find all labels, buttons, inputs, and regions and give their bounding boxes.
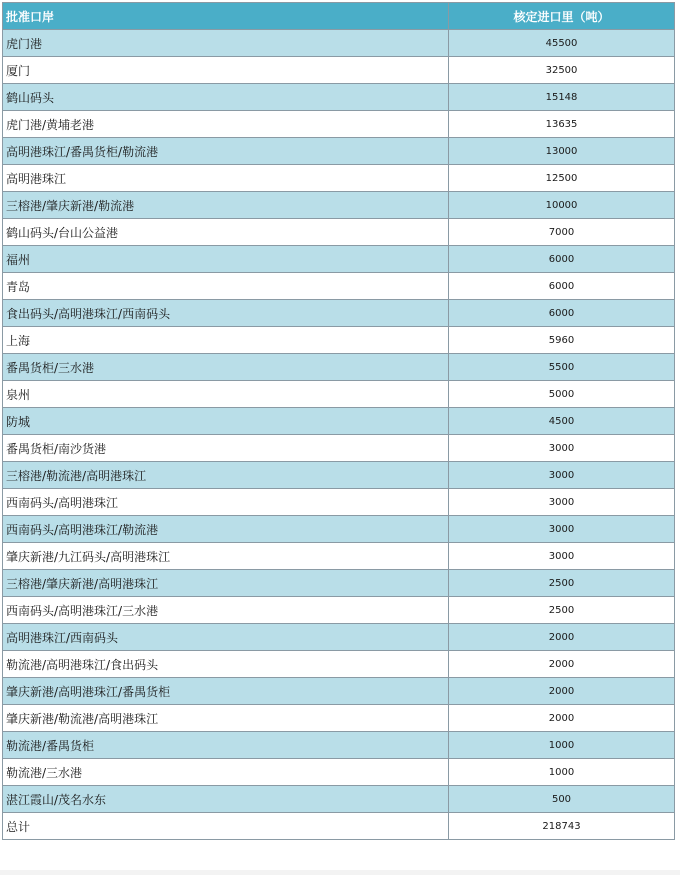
port-cell: 虎门港	[3, 30, 449, 57]
port-cell: 青岛	[3, 273, 449, 300]
quantity-cell: 5500	[449, 354, 675, 381]
port-cell: 防城	[3, 408, 449, 435]
port-cell: 厦门	[3, 57, 449, 84]
table-row	[3, 192, 675, 219]
port-cell: 肇庆新港/勒流港/高明港珠江	[3, 705, 449, 732]
quantity-cell: 1000	[449, 732, 675, 759]
table-row	[3, 327, 675, 354]
port-cell: 肇庆新港/高明港珠江/番禺货柜	[3, 678, 449, 705]
quantity-cell: 10000	[449, 192, 675, 219]
port-cell: 勒流港/高明港珠江/食出码头	[3, 651, 449, 678]
port-cell: 总计	[3, 813, 449, 840]
port-cell: 上海	[3, 327, 449, 354]
quantity-cell: 3000	[449, 462, 675, 489]
table-row	[3, 165, 675, 192]
quantity-cell: 3000	[449, 489, 675, 516]
table-row	[3, 435, 675, 462]
quantity-cell: 5000	[449, 381, 675, 408]
port-cell: 虎门港/黄埔老港	[3, 111, 449, 138]
port-cell: 番禺货柜/南沙货港	[3, 435, 449, 462]
port-cell: 勒流港/三水港	[3, 759, 449, 786]
quantity-cell: 2500	[449, 570, 675, 597]
header-port: 批准口岸	[3, 3, 449, 30]
table-row	[3, 705, 675, 732]
table-row	[3, 732, 675, 759]
port-cell: 鹤山码头	[3, 84, 449, 111]
port-cell: 食出码头/高明港珠江/西南码头	[3, 300, 449, 327]
table-row	[3, 273, 675, 300]
quantity-cell: 15148	[449, 84, 675, 111]
port-cell: 福州	[3, 246, 449, 273]
port-cell: 番禺货柜/三水港	[3, 354, 449, 381]
table-row	[3, 597, 675, 624]
table-row	[3, 30, 675, 57]
port-cell: 高明港珠江	[3, 165, 449, 192]
quantity-cell: 2000	[449, 705, 675, 732]
table-row	[3, 381, 675, 408]
table-header-row	[3, 3, 675, 30]
port-cell: 勒流港/番禺货柜	[3, 732, 449, 759]
quantity-cell: 5960	[449, 327, 675, 354]
quantity-cell: 2000	[449, 624, 675, 651]
table-row	[3, 354, 675, 381]
quantity-cell: 3000	[449, 435, 675, 462]
table-row	[3, 570, 675, 597]
quantity-cell: 6000	[449, 246, 675, 273]
quantity-cell: 3000	[449, 543, 675, 570]
table-row	[3, 516, 675, 543]
quantity-cell: 2500	[449, 597, 675, 624]
port-cell: 肇庆新港/九江码头/高明港珠江	[3, 543, 449, 570]
table-body	[3, 30, 675, 840]
table-row	[3, 408, 675, 435]
table-row	[3, 543, 675, 570]
quantity-cell: 2000	[449, 678, 675, 705]
table-row	[3, 138, 675, 165]
quantity-cell: 32500	[449, 57, 675, 84]
table-row	[3, 462, 675, 489]
table-row	[3, 786, 675, 813]
table-row	[3, 624, 675, 651]
quantity-cell: 13000	[449, 138, 675, 165]
port-cell: 鹤山码头/台山公益港	[3, 219, 449, 246]
port-cell: 泉州	[3, 381, 449, 408]
port-cell: 三榕港/勒流港/高明港珠江	[3, 462, 449, 489]
quantity-cell: 6000	[449, 300, 675, 327]
total-row	[3, 813, 675, 840]
quantity-cell: 4500	[449, 408, 675, 435]
quantity-cell: 6000	[449, 273, 675, 300]
port-quota-table	[2, 2, 675, 840]
table-row	[3, 489, 675, 516]
quantity-cell: 218743	[449, 813, 675, 840]
table-row	[3, 300, 675, 327]
bottom-strip	[0, 870, 680, 875]
table-row	[3, 111, 675, 138]
port-cell: 三榕港/肇庆新港/高明港珠江	[3, 570, 449, 597]
port-cell: 西南码头/高明港珠江/勒流港	[3, 516, 449, 543]
quantity-cell: 13635	[449, 111, 675, 138]
quantity-cell: 45500	[449, 30, 675, 57]
port-cell: 高明港珠江/番禺货柜/勒流港	[3, 138, 449, 165]
table-row	[3, 219, 675, 246]
table-row	[3, 678, 675, 705]
port-cell: 西南码头/高明港珠江/三水港	[3, 597, 449, 624]
header-quantity: 核定进口里（吨）	[449, 3, 675, 30]
port-cell: 高明港珠江/西南码头	[3, 624, 449, 651]
table-row	[3, 57, 675, 84]
port-cell: 湛江霞山/茂名水东	[3, 786, 449, 813]
table-row	[3, 246, 675, 273]
table-row	[3, 84, 675, 111]
port-cell: 西南码头/高明港珠江	[3, 489, 449, 516]
table-row	[3, 651, 675, 678]
quantity-cell: 500	[449, 786, 675, 813]
quantity-cell: 3000	[449, 516, 675, 543]
table-row	[3, 759, 675, 786]
port-cell: 三榕港/肇庆新港/勒流港	[3, 192, 449, 219]
quantity-cell: 12500	[449, 165, 675, 192]
quantity-cell: 2000	[449, 651, 675, 678]
quantity-cell: 7000	[449, 219, 675, 246]
quantity-cell: 1000	[449, 759, 675, 786]
